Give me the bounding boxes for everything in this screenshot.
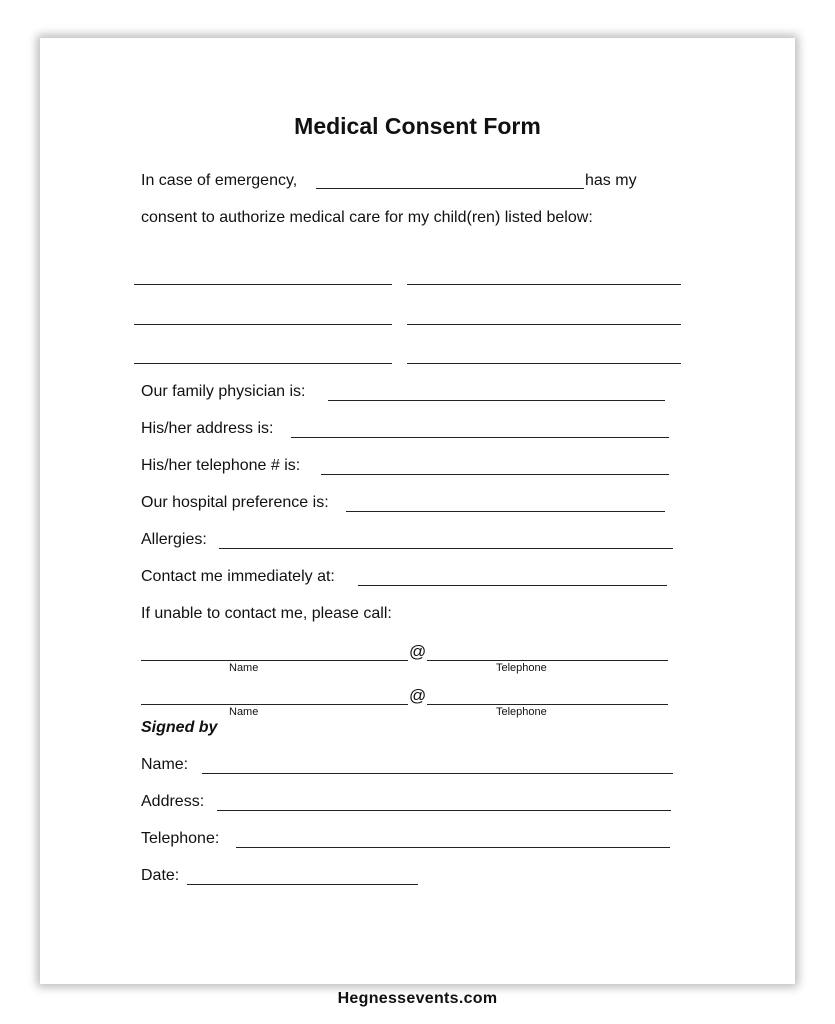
signer-address-label: Address: bbox=[141, 793, 205, 810]
contact-immediately-label: Contact me immediately at: bbox=[141, 568, 335, 585]
allergies-line[interactable] bbox=[219, 548, 673, 549]
allergies-label: Allergies: bbox=[141, 531, 207, 548]
contact-immediately-line[interactable] bbox=[358, 585, 667, 586]
date-label: Date: bbox=[141, 867, 180, 884]
child-line[interactable] bbox=[134, 284, 392, 285]
family-physician-line[interactable] bbox=[328, 400, 665, 401]
child-line[interactable] bbox=[407, 284, 681, 285]
form-title: Medical Consent Form bbox=[294, 113, 541, 139]
physician-telephone-line[interactable] bbox=[321, 474, 669, 475]
intro-line-2: consent to authorize medical care for my child(ren) listed below: bbox=[141, 209, 593, 226]
alt-contact-prompt: If unable to contact me, please call: bbox=[141, 605, 392, 622]
alt-contact-phone-line[interactable] bbox=[427, 660, 668, 661]
child-line[interactable] bbox=[407, 363, 681, 364]
at-symbol: @ bbox=[409, 642, 427, 661]
family-physician-label: Our family physician is: bbox=[141, 383, 306, 400]
telephone-caption: Telephone bbox=[496, 706, 547, 718]
hospital-preference-label: Our hospital preference is: bbox=[141, 494, 329, 511]
signer-telephone-label: Telephone: bbox=[141, 830, 220, 847]
physician-address-line[interactable] bbox=[291, 437, 669, 438]
physician-address-label: His/her address is: bbox=[141, 420, 274, 437]
alt-contact-name-line[interactable] bbox=[141, 704, 408, 705]
signer-telephone-line[interactable] bbox=[236, 847, 670, 848]
child-line[interactable] bbox=[134, 324, 392, 325]
name-caption: Name bbox=[229, 706, 259, 718]
child-line[interactable] bbox=[134, 363, 392, 364]
alt-contact-phone-line[interactable] bbox=[427, 704, 668, 705]
guardian-name-line[interactable] bbox=[316, 188, 584, 189]
signer-address-line[interactable] bbox=[217, 810, 671, 811]
intro-prefix: In case of emergency, bbox=[141, 172, 298, 189]
signed-by-heading: Signed by bbox=[141, 719, 218, 736]
signer-name-line[interactable] bbox=[202, 773, 673, 774]
signer-name-label: Name: bbox=[141, 756, 189, 773]
hospital-preference-line[interactable] bbox=[346, 511, 665, 512]
at-symbol: @ bbox=[409, 686, 427, 705]
child-line[interactable] bbox=[407, 324, 681, 325]
watermark-text: Hegnessevents.com bbox=[337, 990, 498, 1007]
telephone-caption: Telephone bbox=[496, 662, 547, 674]
physician-telephone-label: His/her telephone # is: bbox=[141, 457, 301, 474]
date-line[interactable] bbox=[187, 884, 418, 885]
alt-contact-name-line[interactable] bbox=[141, 660, 408, 661]
intro-suffix: has my bbox=[585, 172, 637, 189]
name-caption: Name bbox=[229, 662, 259, 674]
